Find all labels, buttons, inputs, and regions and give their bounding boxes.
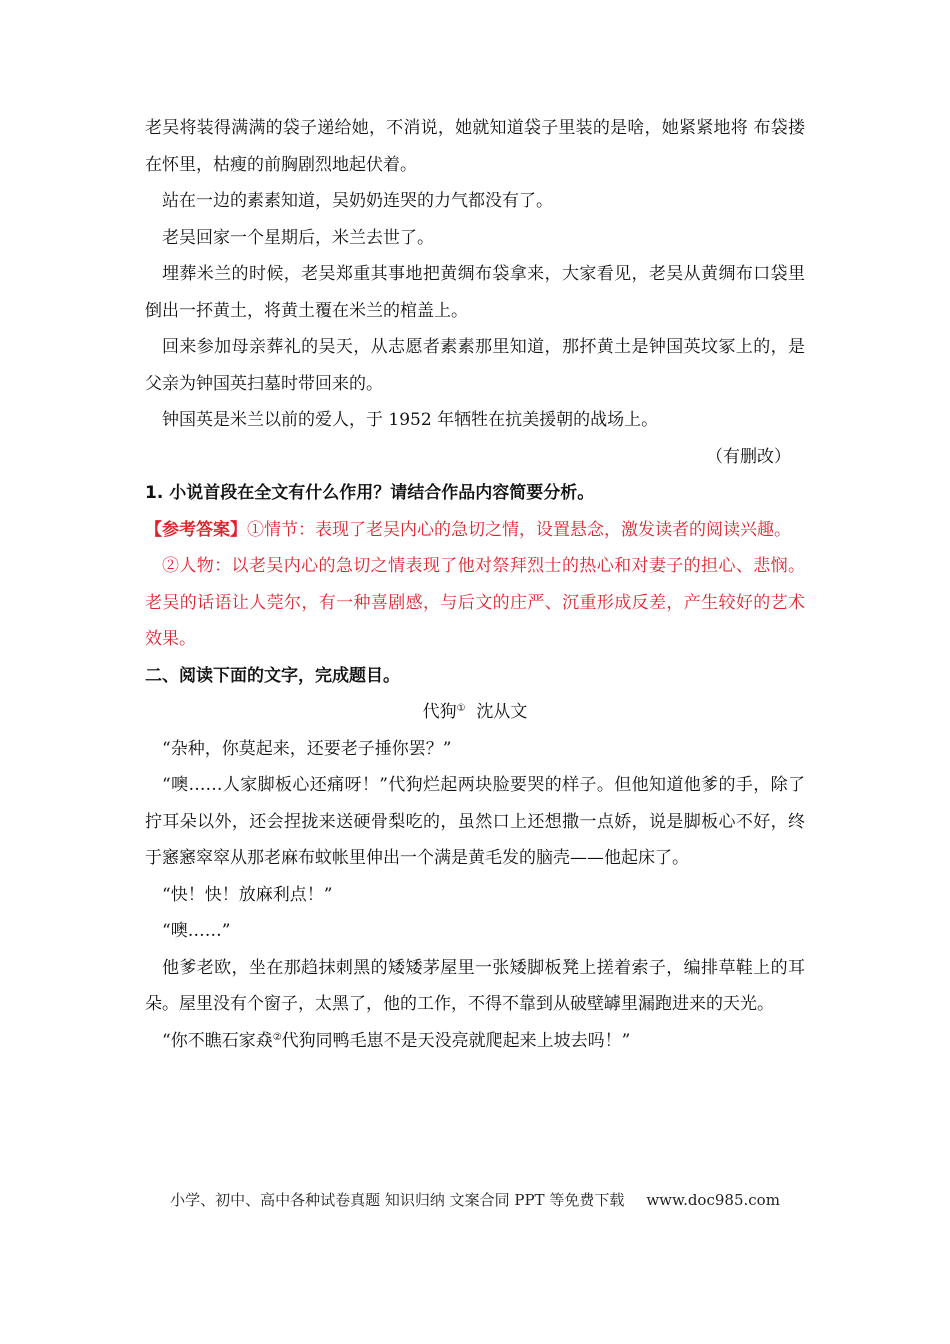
story-paragraph-6-start: “你不瞧石家猋 [162, 1030, 273, 1051]
section-heading: 二、阅读下面的文字，完成题目。 [145, 665, 400, 686]
footer-site: www.doc985.com [646, 1191, 780, 1209]
answer-label: 【参考答案】 [145, 519, 247, 540]
story-title-footnote-mark: ① [456, 703, 466, 714]
story-footnote-mark-2: ② [272, 1031, 282, 1043]
story-paragraph-6 [145, 1023, 805, 1060]
paragraph-2: 站在一边的素素知道，吴奶奶连哭的力气都没有了。 [162, 191, 553, 211]
story-author: 沈从文 [476, 702, 528, 722]
edit-note: （有删改） [706, 446, 791, 467]
story-title: 代狗 [422, 702, 457, 722]
story-paragraph-1: “杂种，你莫起来，还要老子捶你罢？” [162, 738, 452, 759]
answer-point-1-text: ①情节：表现了老吴内心的急切之情，设置悬念，激发读者的阅读兴趣。 [247, 519, 791, 540]
paragraph-1: 老吴将装得满满的袋子递给她，不消说，她就知道袋子里装的是啥，她紧紧地将 布袋搂在怀里，枯瘦的前胸剧烈地起伏着。 [145, 118, 805, 175]
answer-point-2: ②人物：以老吴内心的急切之情表现了他对祭拜烈士的热心和对妻子的担心、悲悯。老吴的话语让人莞尔，有一种喜剧感，与后文的庄严、沉重形成反差，产生较好的艺术效果。 [145, 556, 805, 649]
story-paragraph-2: “噢……人家脚板心还痛呀！”代狗烂起两块脸要哭的样子。但他知道他爹的手，除了拧耳朵以外，还会捏拢来送硬骨梨吃的，虽然口上还想撒一点娇，说是脚板心不好，终于窸窸窣窣从那老麻布蚊帐里伸出一个满是黄毛发的脑壳——他起床了。 [145, 775, 805, 868]
story-title-line [145, 694, 805, 731]
paragraph-4: 埋葬米兰的时候，老吴郑重其事地把黄绸布袋拿来，大家看见，老吴从黄绸布口袋里倒出一抔黄土，将黄土覆在米兰的棺盖上。 [145, 264, 805, 321]
answer-point-1 [145, 512, 805, 549]
story-paragraph-4: “噢……” [162, 921, 231, 941]
paragraph-5: 回来参加母亲葬礼的吴天，从志愿者素素那里知道，那抔黄土是钟国英坟冢上的，是父亲为钟国英扫墓时带回来的。 [145, 337, 805, 394]
paragraph-3: 老吴回家一个星期后，米兰去世了。 [162, 227, 434, 248]
question-1: 1. 小说首段在全文有什么作用？请结合作品内容简要分析。 [145, 483, 595, 503]
document-body [145, 110, 805, 1059]
story-paragraph-5: 他爹老欧，坐在那趋抹刺黑的矮矮茅屋里一张矮脚板凳上搓着索子，编排草鞋上的耳朵。屋里没有个窗子，太黑了，他的工作，不得不靠到从破壁罅里漏跑进来的天光。 [145, 957, 805, 1014]
story-paragraph-3: “快！快！放麻利点！” [162, 884, 333, 905]
footer-text: 小学、初中、高中各种试卷真题 知识归纳 文案合同 PPT 等免费下载 [170, 1191, 625, 1209]
page-footer [0, 1189, 950, 1210]
paragraph-6: 钟国英是米兰以前的爱人，于 1952 年牺牲在抗美援朝的战场上。 [162, 410, 659, 430]
story-paragraph-6-end: 代狗同鸭毛崽不是天没亮就爬起来上坡去吗！” [281, 1030, 631, 1051]
